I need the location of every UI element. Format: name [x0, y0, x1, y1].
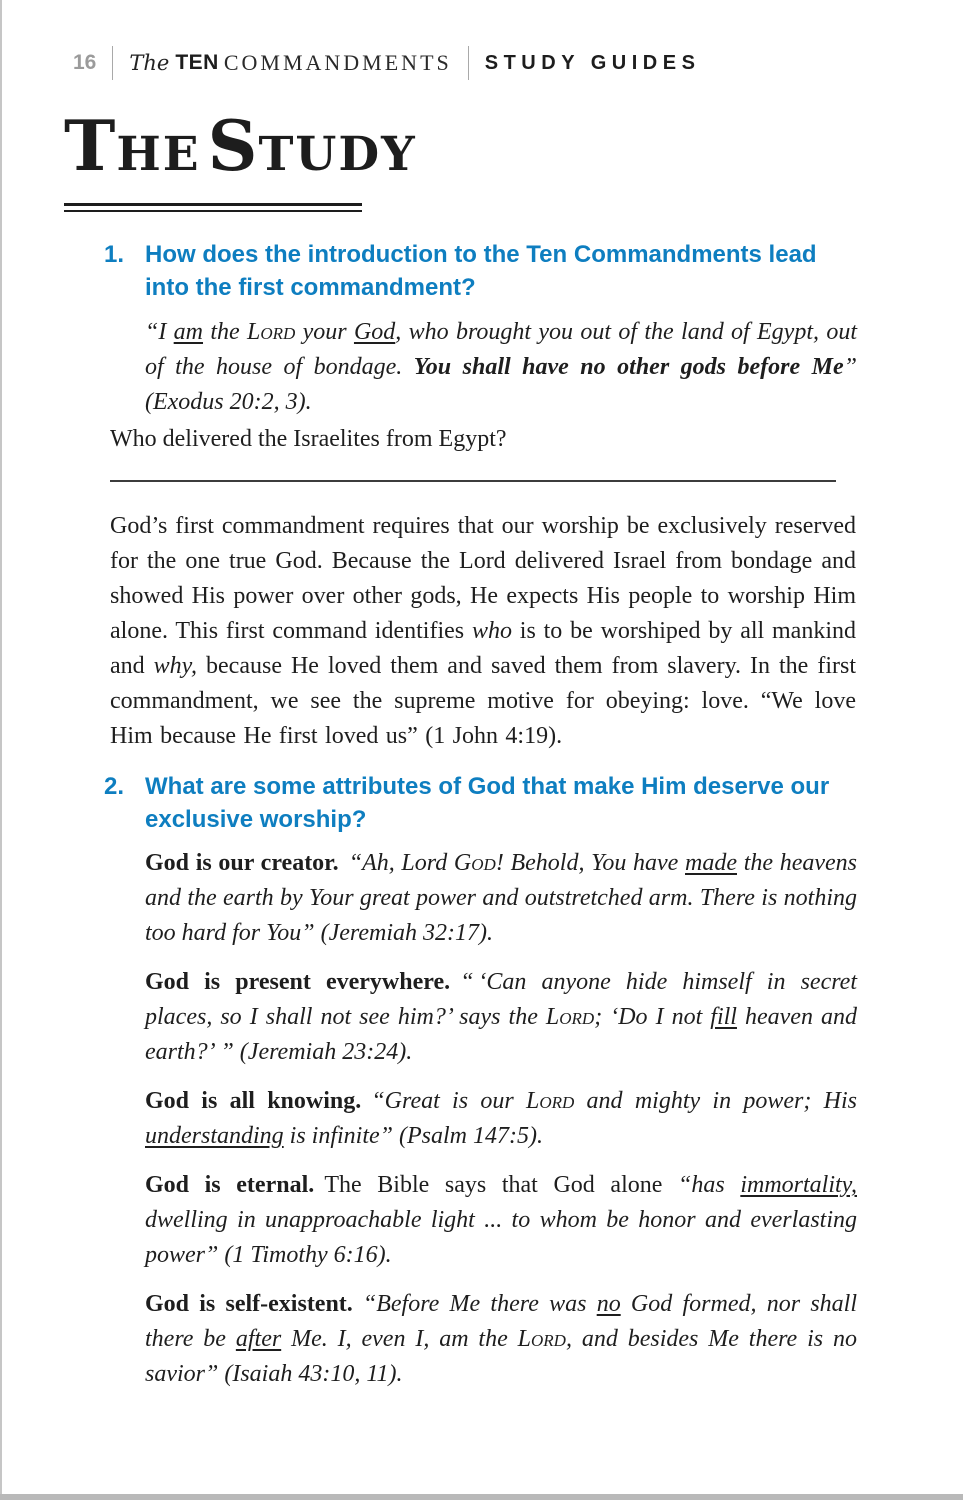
attribute-present-everywhere	[145, 965, 857, 1070]
page-title-text	[64, 106, 417, 200]
attribute-all-knowing	[145, 1084, 857, 1154]
attribute-creator-quote: “Ah, Lord God! Behold, You have made the heavens and the earth by Your great power and outstretched arm. There is nothing too hard for You” (Jeremiah 32:17).	[145, 850, 858, 946]
attribute-eternal-quote: The Bible says that God alone “has immortality, dwelling in unapproachable light ... to whom be honor and everlasting power” (1 Timothy 6:16).	[145, 1172, 857, 1268]
page-bottom-edge	[0, 1494, 963, 1500]
attribute-present-lead: God is present everywhere.	[145, 969, 451, 995]
question-1-number: 1.	[104, 241, 125, 268]
scripture-quote-exodus: “I am the Lord your God, who brought you out of the land of Egypt, out of the house of bondage. You shall have no other gods before Me” (Exodus 20:2, 3).	[145, 319, 857, 415]
attribute-present-quote: “ ‘Can anyone hide himself in secret places, so I shall not see him?’ says the Lord; ‘Do I not fill heaven and earth?’ ” (Jeremiah 23:24).	[145, 969, 857, 1065]
running-header	[73, 44, 963, 82]
commentary-paragraph: God’s first commandment requires that our worship be exclusively reserved for the one true God. Because the Lord delivered Israel from bondage and showed His power over other gods, He expects His people to worship Him alone. This first command identifies who is to be worshiped by all mankind and why, because He loved them and saved them from slavery. In the first commandment, we see the supreme motive for obeying: love. “We love Him because He first loved us” (1 John 4:19).	[110, 513, 857, 749]
page-left-edge	[0, 0, 2, 1500]
attribute-eternal	[145, 1168, 857, 1273]
title-rest-tudy: TUDY	[258, 127, 417, 182]
attribute-knowing-lead: God is all knowing.	[145, 1088, 362, 1114]
question-2-text: What are some attributes of God that make Him deserve our exclusive worship?	[145, 773, 830, 833]
attribute-knowing-quote: “Great is our Lord and mighty in power; His understanding is infinite” (Psalm 147:5).	[145, 1088, 857, 1149]
book-title-commandments: COMMANDMENTS	[223, 50, 452, 75]
page-title	[64, 106, 417, 212]
attribute-eternal-lead: God is eternal.	[145, 1172, 315, 1198]
attribute-creator-lead: God is our creator.	[145, 850, 339, 876]
answer-blank-line	[110, 480, 836, 482]
title-double-rule	[64, 203, 362, 212]
title-initial-t: T	[64, 106, 117, 187]
attribute-self-existent-quote: “Before Me there was no God formed, nor shall there be after Me. I, even I, am the Lord, and besides Me there is no savior” (Isaiah 43:10, 11).	[145, 1291, 857, 1387]
attribute-self-existent	[145, 1287, 857, 1392]
header-divider	[468, 46, 469, 80]
page-number: 16	[73, 51, 97, 74]
question-2	[104, 770, 963, 836]
header-divider	[112, 46, 113, 80]
title-initial-s: S	[207, 106, 259, 187]
question-1	[104, 238, 963, 304]
sub-question: Who delivered the Israelites from Egypt?	[110, 426, 507, 452]
book-title-ten: TEN	[175, 51, 219, 74]
attribute-self-existent-lead: God is self-existent.	[145, 1291, 353, 1317]
attribute-creator	[145, 846, 857, 951]
title-rest-he: HE	[116, 127, 201, 182]
question-1-text: How does the introduction to the Ten Commandments lead into the first commandment?	[145, 241, 817, 301]
book-title-the: The	[129, 51, 170, 75]
section-title: STUDY GUIDES	[484, 51, 701, 74]
question-2-number: 2.	[104, 773, 125, 800]
